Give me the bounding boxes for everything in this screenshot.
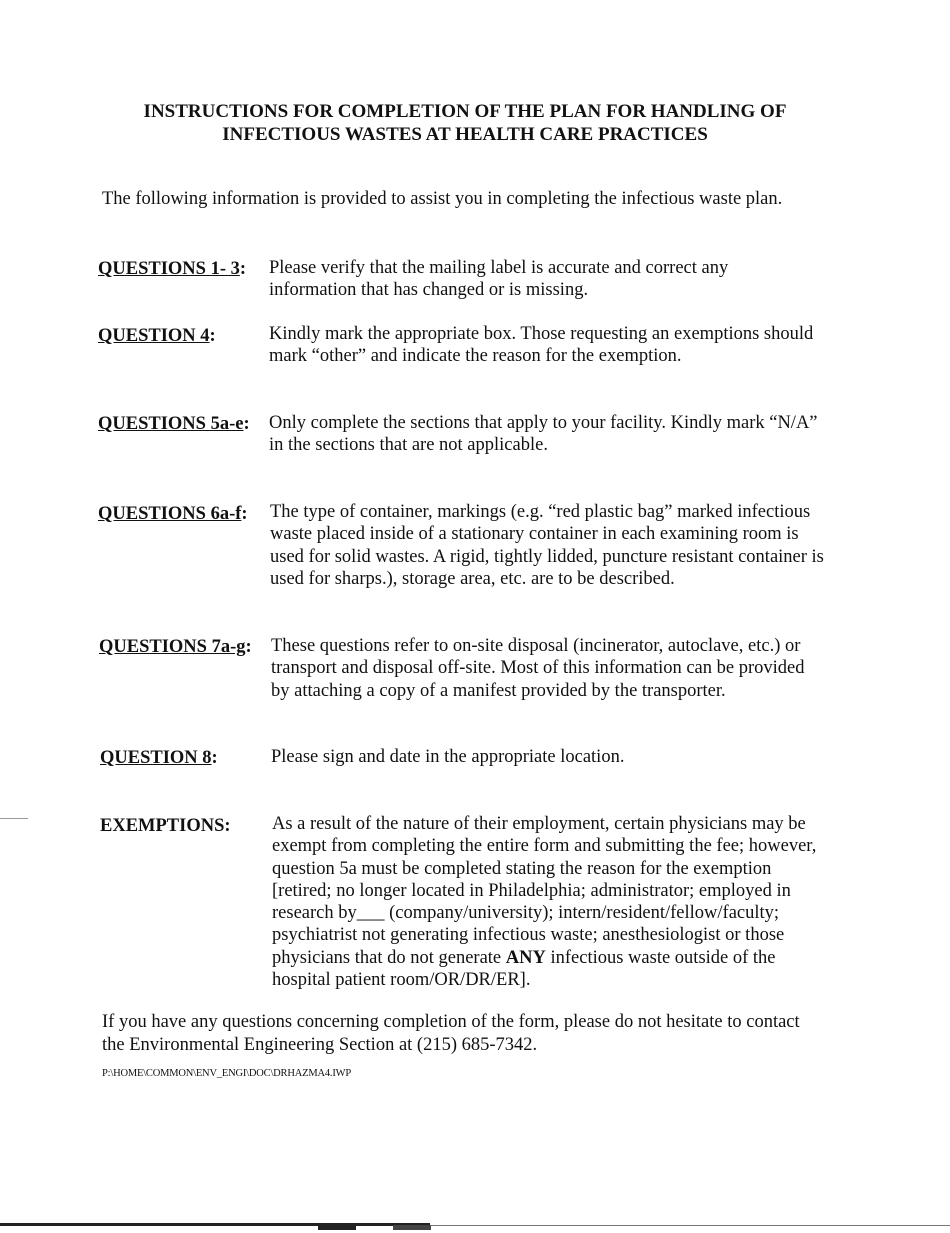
title-line-2: INFECTIOUS WASTES AT HEALTH CARE PRACTICES	[222, 124, 708, 145]
section-label-questions-1-3	[98, 258, 246, 280]
section-text-questions-1-3	[269, 257, 844, 302]
emphasis-any: ANY	[505, 947, 546, 968]
section-label-question-4	[98, 325, 216, 347]
text-line: used for solid wastes. A rigid, tightly lidded, puncture resistant container is	[270, 546, 824, 567]
text-line: The type of container, markings (e.g. “red plastic bag” marked infectious	[270, 502, 811, 522]
text-line: question 5a must be completed stating the reason for the exemption	[272, 858, 772, 879]
section-label-questions-5a-e	[98, 413, 250, 435]
text-line: in the sections that are not applicable.	[269, 435, 548, 456]
text-line: If you have any questions concerning completion of the form, please do not hesitate to contact	[102, 1012, 800, 1032]
scan-artifact-blot	[318, 1225, 356, 1230]
section-text-questions-7a-g	[271, 635, 846, 702]
text-line: by attaching a copy of a manifest provided by the transporter.	[271, 680, 726, 701]
scan-artifact-mark	[0, 818, 28, 819]
text-line: Only complete the sections that apply to your facility. Kindly mark “N/A”	[269, 413, 818, 433]
intro-paragraph: The following information is provided to assist you in completing the infectious waste plan.	[102, 189, 783, 209]
text-line: These questions refer to on-site disposal (incinerator, autoclave, etc.) or	[271, 636, 801, 656]
scan-artifact-line	[430, 1225, 950, 1226]
text-line: information that has changed or is missing.	[269, 280, 589, 301]
section-label-suffix: :	[239, 259, 247, 279]
section-label-text: QUESTIONS 1- 3	[98, 259, 240, 279]
section-label-text: QUESTIONS 7a-g	[99, 637, 246, 657]
section-text-questions-5a-e	[269, 412, 844, 457]
text-line: psychiatrist not generating infectious waste; anesthesiologist or those	[272, 925, 785, 946]
section-text-question-8	[271, 746, 846, 768]
section-label-question-8	[100, 747, 218, 769]
section-text-question-4	[269, 323, 844, 368]
section-label-questions-7a-g	[99, 636, 252, 658]
text-line: hospital patient room/OR/DR/ER].	[272, 970, 531, 991]
section-label-suffix: :	[209, 326, 216, 346]
text-line: transport and disposal off-site. Most of this information can be provided	[271, 658, 805, 679]
section-label-suffix: :	[211, 748, 218, 768]
text-line: exempt from completing the entire form and submitting the fee; however,	[272, 836, 817, 857]
text-line	[272, 947, 847, 969]
text-line: Kindly mark the appropriate box. Those requesting an exemptions should	[269, 324, 814, 344]
section-label-suffix: :	[241, 504, 248, 524]
section-label-questions-6a-f	[98, 503, 248, 525]
closing-paragraph	[102, 1011, 800, 1056]
section-label-suffix: :	[245, 637, 252, 657]
text-line: the Environmental Engineering Section at (215) 685-7342.	[102, 1034, 538, 1055]
text-line: mark “other” and indicate the reason for the exemption.	[269, 346, 682, 367]
section-label-suffix: :	[243, 414, 250, 434]
page-title	[0, 100, 930, 146]
section-text-questions-6a-f	[270, 501, 845, 590]
text-line: As a result of the nature of their employment, certain physicians may be	[272, 814, 806, 834]
text-line: used for sharps.), storage area, etc. are to be described.	[270, 568, 675, 589]
text-fragment: physicians that do not generate	[272, 947, 506, 968]
section-label-text: QUESTION 8	[100, 748, 212, 768]
section-label-text: QUESTION 4	[98, 326, 210, 346]
section-label-text: QUESTIONS 6a-f	[98, 504, 242, 524]
text-line: [retired; no longer located in Philadelphia; administrator; employed in	[272, 880, 791, 901]
file-path-footer: P:\HOME\COMMON\ENV_ENGI\DOC\DRHAZMA4.IWP	[102, 1068, 351, 1079]
scan-artifact-blot	[393, 1225, 431, 1230]
text-line: waste placed inside of a stationary container in each examining room is	[270, 524, 799, 545]
text-line: research by___ (company/university); intern/resident/fellow/faculty;	[272, 903, 780, 924]
text-line: Please verify that the mailing label is accurate and correct any	[269, 258, 729, 278]
title-line-1: INSTRUCTIONS FOR COMPLETION OF THE PLAN FOR HANDLING OF	[143, 101, 787, 122]
scan-artifact-line	[0, 1223, 430, 1226]
section-label-text: QUESTIONS 5a-e	[98, 414, 244, 434]
text-fragment: infectious waste outside of the	[545, 947, 776, 968]
section-text-exemptions	[272, 813, 847, 991]
text-line: Please sign and date in the appropriate location.	[271, 747, 625, 767]
section-label-exemptions: EXEMPTIONS:	[100, 816, 231, 836]
